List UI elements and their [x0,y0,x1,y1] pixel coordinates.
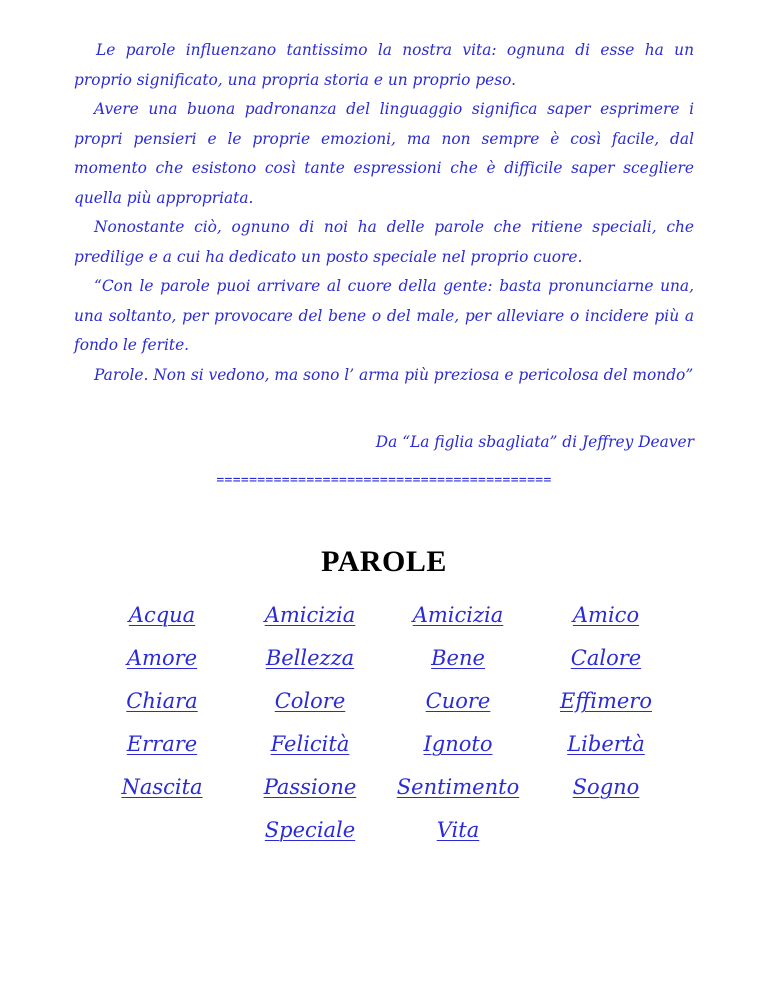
word-link-sogno[interactable]: Sogno [572,775,640,799]
intro-section [74,36,694,457]
word-link-vita[interactable]: Vita [436,818,480,842]
intro-paragraph-2: Avere una buona padronanza del linguaggio significa saper esprimere i propri pensieri e le proprie emozioni, ma non sempre è così facile, dal momento che esistono così tante espressioni che è difficile saper scegliere quella più appropriata. [74,100,694,207]
word-link-amicizia-2[interactable]: Amicizia [412,603,504,627]
word-link-chiara[interactable]: Chiara [126,689,198,713]
intro-paragraph-3: Nonostante ciò, ognuno di noi ha delle parole che ritiene speciali, che predilige e a cui ha dedicato un posto speciale nel proprio cuore. [74,218,694,266]
word-link-sentimento[interactable]: Sentimento [396,775,520,799]
word-link-cuore[interactable]: Cuore [425,689,491,713]
word-link-amicizia[interactable]: Amicizia [264,603,356,627]
word-link-errare[interactable]: Errare [126,732,198,756]
word-link-amico[interactable]: Amico [572,603,640,627]
word-link-bellezza[interactable]: Bellezza [265,646,355,670]
quote-paragraph-1: “Con le parole puoi arrivare al cuore della gente: basta pronunciarne una, una soltanto, per provocare del bene o del male, per alleviare o incidere più a fondo le ferite. [74,277,694,354]
word-link-colore[interactable]: Colore [274,689,346,713]
word-link-calore[interactable]: Calore [570,646,642,670]
word-link-nascita[interactable]: Nascita [121,775,203,799]
intro-paragraph-1: Le parole influenzano tantissimo la nostra vita: ognuna di esse ha un proprio significato, una propria storia e un proprio peso. [74,41,694,89]
quote-attribution: Da “La figlia sbagliata” di Jeffrey Deaver [375,433,694,451]
page-title: PAROLE [321,545,447,578]
word-link-speciale[interactable]: Speciale [264,818,356,842]
word-link-acqua[interactable]: Acqua [128,603,196,627]
word-link-effimero[interactable]: Effimero [560,689,652,713]
word-link-passione[interactable]: Passione [263,775,357,799]
word-link-felicita[interactable]: Felicità [270,732,350,756]
word-links-grid [88,603,680,861]
word-link-liberta[interactable]: Libertà [567,732,645,756]
divider-line: ========================================= [216,473,552,488]
word-link-ignoto[interactable]: Ignoto [423,732,493,756]
word-link-amore[interactable]: Amore [126,646,198,670]
word-link-bene[interactable]: Bene [431,646,485,670]
quote-paragraph-2: Parole. Non si vedono, ma sono l’ arma più preziosa e pericolosa del mondo” [94,365,694,384]
